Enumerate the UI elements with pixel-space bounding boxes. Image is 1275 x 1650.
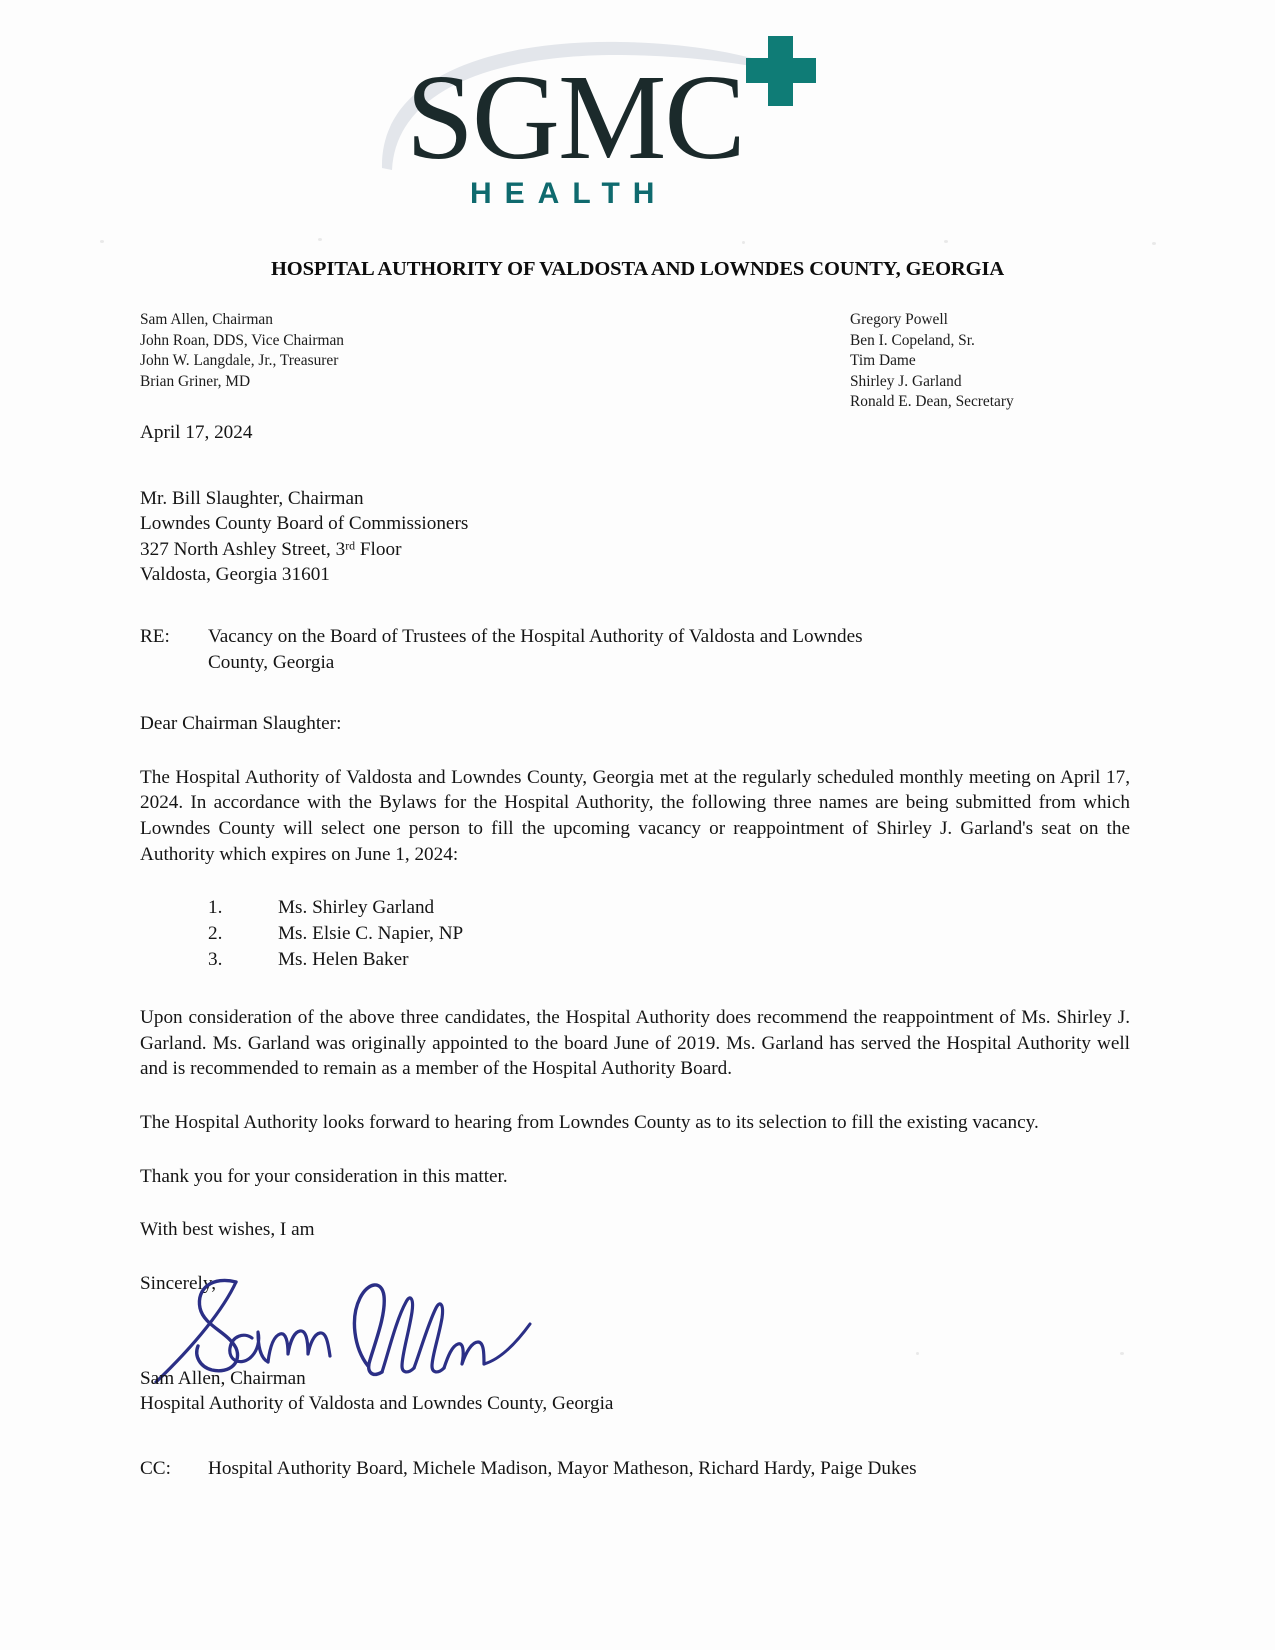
scan-speckle <box>742 241 745 244</box>
authority-title: HOSPITAL AUTHORITY OF VALDOSTA AND LOWNDES COUNTY, GEORGIA <box>270 258 1005 280</box>
logo-wordmark: SGMC <box>406 50 744 185</box>
sgmc-health-logo <box>370 28 840 228</box>
re-subject-line1: Vacancy on the Board of Trustees of the Hospital Authority of Valdosta and Lowndes <box>208 625 863 647</box>
roster-member: Ben I. Copeland, Sr. <box>850 331 975 349</box>
recipient-line: Lowndes County Board of Commissioners <box>140 513 469 535</box>
paragraph-4: Thank you for your consideration in this matter. <box>140 1165 508 1187</box>
re-subject-line2: County, Georgia <box>208 651 335 673</box>
scan-speckle <box>318 238 322 241</box>
signature-name: Sam Allen, Chairman <box>140 1368 306 1390</box>
cc-label: CC: <box>140 1458 171 1480</box>
re-block <box>140 624 1130 675</box>
street-ordinal: rd <box>345 538 356 553</box>
candidate-number: 3. <box>208 949 223 971</box>
medical-cross-icon <box>746 36 816 106</box>
recipient-line: Mr. Bill Slaughter, Chairman <box>140 487 364 509</box>
board-roster <box>0 310 1275 420</box>
roster-member: Sam Allen, Chairman <box>140 311 273 328</box>
recipient-address <box>140 486 1130 588</box>
letter-body <box>140 420 1130 1482</box>
roster-right-column <box>850 310 1014 413</box>
cc-block <box>140 1456 1130 1482</box>
scan-speckle <box>1152 242 1156 245</box>
roster-member: John Roan, DDS, Vice Chairman <box>140 331 344 349</box>
signature-area <box>140 1274 1130 1415</box>
candidate-name: Ms. Elsie C. Napier, NP <box>278 923 464 945</box>
sgmc-logo-graphic <box>370 28 840 228</box>
candidate-list <box>140 895 1130 973</box>
street-pre: 327 North Ashley Street, 3 <box>140 538 346 560</box>
signature-organization: Hospital Authority of Valdosta and Lowndes County, Georgia <box>140 1393 614 1415</box>
scan-speckle <box>944 240 948 243</box>
list-item <box>140 895 1130 921</box>
recipient-line: Valdosta, Georgia 31601 <box>140 564 330 586</box>
roster-member: Shirley J. Garland <box>850 372 962 390</box>
street-post: Floor <box>355 538 402 560</box>
candidate-name: Ms. Shirley Garland <box>278 897 435 919</box>
roster-left-column <box>140 310 344 392</box>
scan-speckle <box>100 240 104 243</box>
paragraph-1: The Hospital Authority of Valdosta and Lowndes County, Georgia met at the regularly scheduled monthly meeting on April 17, 2024. In accordance with the Bylaws for the Hospital Authority, the following three names are being submitted from which Lowndes County will select one person to fill the upcoming vacancy or reappointment of Shirley J. Garland's seat on the Authority which expires on June 1, 2024: <box>140 766 1130 865</box>
candidate-name: Ms. Helen Baker <box>278 949 409 971</box>
paragraph-2: Upon consideration of the above three candidates, the Hospital Authority does recommend the reappointment of Ms. Shirley J. Garland. Ms. Garland was originally appointed to the board June of 2019. Ms. Garland has served the Hospital Authority well and is recommended to remain as a member of the Hospital Authority Board. <box>140 1007 1130 1080</box>
sincerely-line: Sincerely, <box>140 1272 217 1294</box>
letter-date: April 17, 2024 <box>140 422 253 443</box>
roster-member: John W. Langdale, Jr., Treasurer <box>140 352 339 370</box>
recipient-street-line <box>140 537 1130 563</box>
roster-member: Tim Dame <box>850 352 916 370</box>
letterhead <box>0 28 1275 233</box>
roster-member: Ronald E. Dean, Secretary <box>850 393 1014 411</box>
closing-line: With best wishes, I am <box>140 1219 315 1241</box>
roster-member: Brian Griner, MD <box>140 372 251 390</box>
roster-member: Gregory Powell <box>850 311 948 328</box>
re-subject <box>208 624 1130 675</box>
salutation: Dear Chairman Slaughter: <box>140 713 342 735</box>
logo-subtext: HEALTH <box>470 177 668 210</box>
candidate-number: 1. <box>208 897 223 919</box>
paragraph-3: The Hospital Authority looks forward to hearing from Lowndes County as to its selection to fill the existing vacancy. <box>140 1111 1039 1133</box>
candidate-number: 2. <box>208 923 223 945</box>
list-item <box>140 947 1130 973</box>
cc-recipients: Hospital Authority Board, Michele Madison, Mayor Matheson, Richard Hardy, Paige Dukes <box>208 1458 917 1480</box>
re-label: RE: <box>140 625 170 647</box>
list-item <box>140 921 1130 947</box>
